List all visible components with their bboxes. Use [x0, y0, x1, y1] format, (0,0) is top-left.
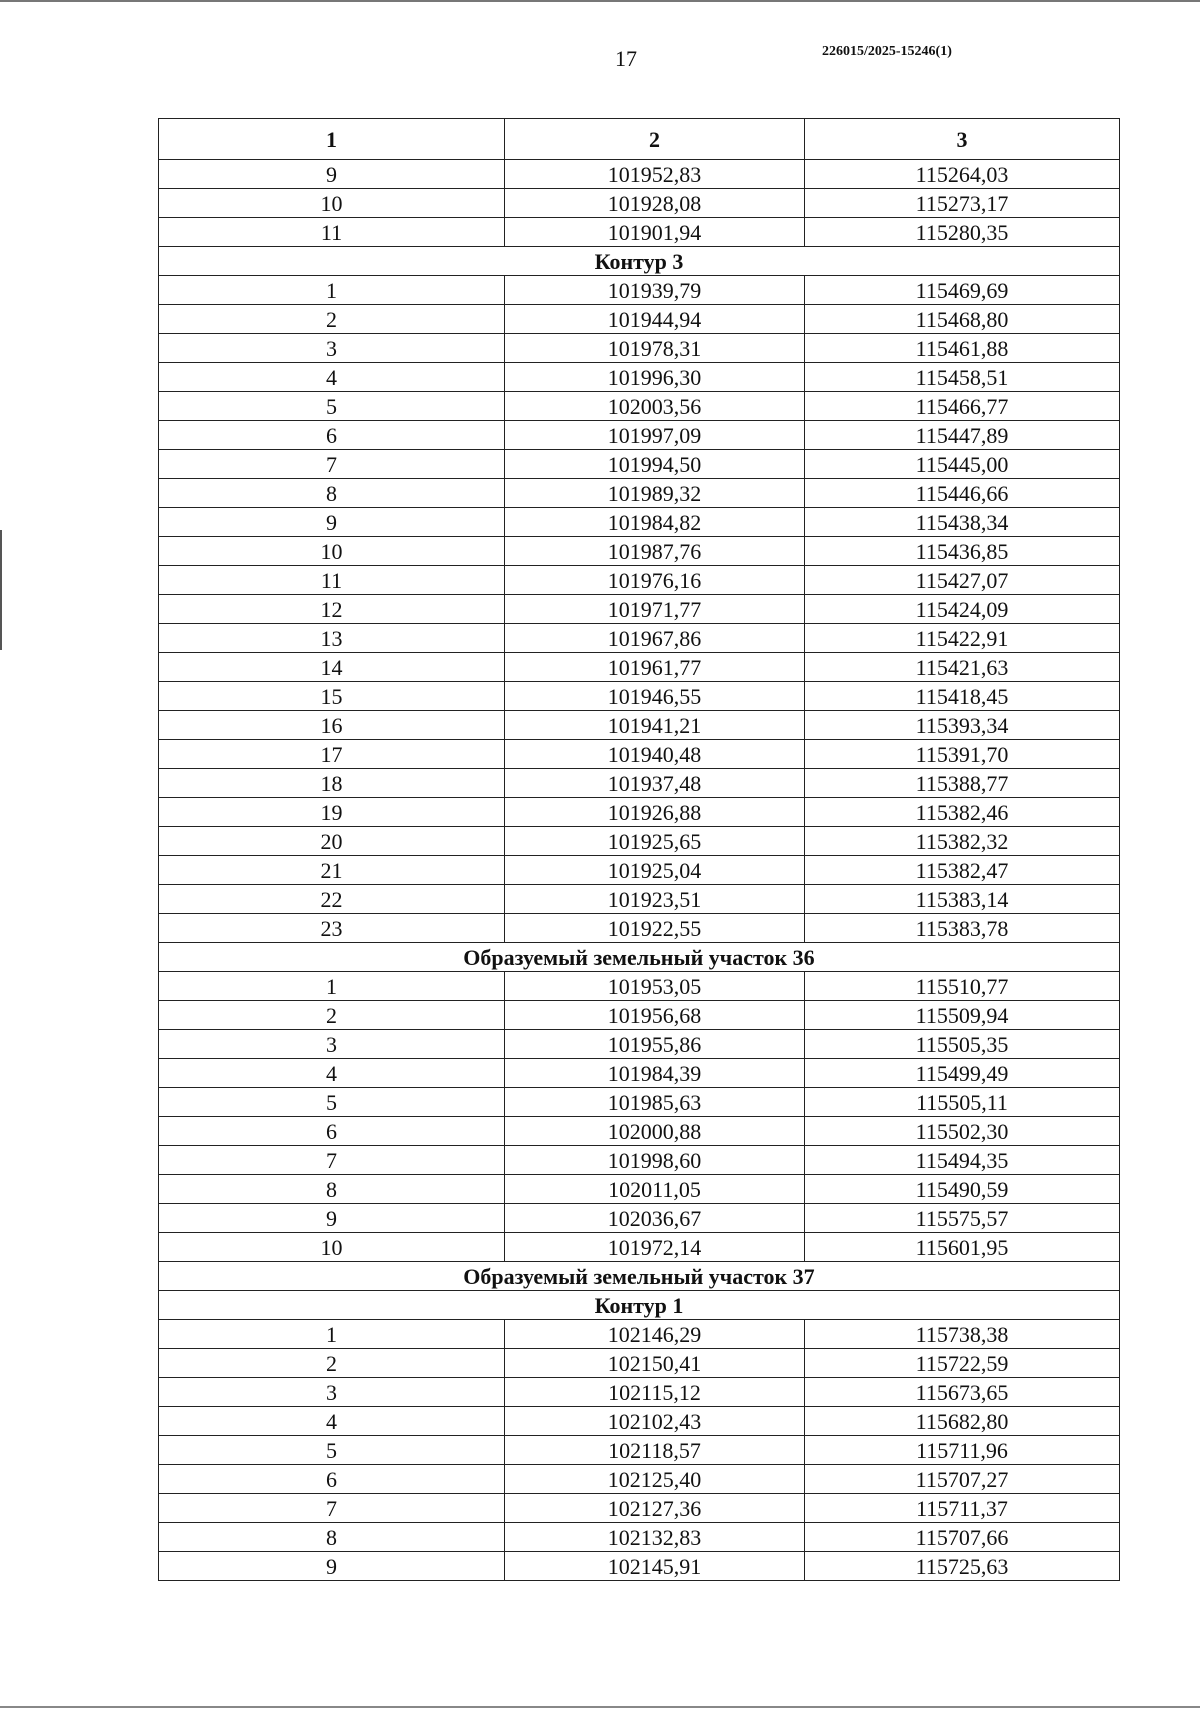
- coordinate-y-cell: 115391,70: [805, 740, 1120, 769]
- coordinate-y-cell: 115494,35: [805, 1146, 1120, 1175]
- column-header-2: 2: [505, 119, 805, 160]
- coordinate-x-cell: 101971,77: [505, 595, 805, 624]
- coordinate-x-cell: 101989,32: [505, 479, 805, 508]
- table-row: [159, 566, 1120, 595]
- coordinate-x-cell: 102102,43: [505, 1407, 805, 1436]
- point-number-cell: 16: [159, 711, 505, 740]
- table-row: [159, 1349, 1120, 1378]
- table-row: [159, 1146, 1120, 1175]
- coordinate-y-cell: 115499,49: [805, 1059, 1120, 1088]
- section-title: Контур 1: [159, 1291, 1120, 1320]
- table-row: [159, 653, 1120, 682]
- coordinate-x-cell: 101939,79: [505, 276, 805, 305]
- table-row: [159, 1117, 1120, 1146]
- coordinate-y-cell: 115711,37: [805, 1494, 1120, 1523]
- point-number-cell: 9: [159, 160, 505, 189]
- table-row: [159, 363, 1120, 392]
- point-number-cell: 10: [159, 1233, 505, 1262]
- coordinate-y-cell: 115469,69: [805, 276, 1120, 305]
- coordinate-x-cell: 102011,05: [505, 1175, 805, 1204]
- point-number-cell: 19: [159, 798, 505, 827]
- coordinate-x-cell: 102125,40: [505, 1465, 805, 1494]
- coordinate-x-cell: 101946,55: [505, 682, 805, 711]
- coordinate-x-cell: 101976,16: [505, 566, 805, 595]
- coordinate-y-cell: 115264,03: [805, 160, 1120, 189]
- table-row: [159, 1175, 1120, 1204]
- table-row: [159, 450, 1120, 479]
- table-row: [159, 827, 1120, 856]
- coordinate-x-cell: 101987,76: [505, 537, 805, 566]
- table-row: [159, 972, 1120, 1001]
- table-row: [159, 334, 1120, 363]
- point-number-cell: 3: [159, 1378, 505, 1407]
- point-number-cell: 8: [159, 479, 505, 508]
- table-row: [159, 798, 1120, 827]
- coordinate-y-cell: 115673,65: [805, 1378, 1120, 1407]
- coordinate-x-cell: 101984,39: [505, 1059, 805, 1088]
- coordinate-y-cell: 115382,47: [805, 856, 1120, 885]
- coordinate-x-cell: 101944,94: [505, 305, 805, 334]
- point-number-cell: 1: [159, 1320, 505, 1349]
- coordinate-x-cell: 101922,55: [505, 914, 805, 943]
- point-number-cell: 7: [159, 450, 505, 479]
- coordinate-y-cell: 115422,91: [805, 624, 1120, 653]
- coordinate-x-cell: 101926,88: [505, 798, 805, 827]
- coordinate-x-cell: 102118,57: [505, 1436, 805, 1465]
- coordinate-x-cell: 102150,41: [505, 1349, 805, 1378]
- table-row: [159, 1407, 1120, 1436]
- table-row: [159, 1378, 1120, 1407]
- scan-edge-left: [0, 530, 2, 650]
- coordinate-x-cell: 101998,60: [505, 1146, 805, 1175]
- point-number-cell: 9: [159, 1204, 505, 1233]
- section-row: [159, 247, 1120, 276]
- point-number-cell: 4: [159, 363, 505, 392]
- table-row: [159, 218, 1120, 247]
- table-row: [159, 1320, 1120, 1349]
- table-row: [159, 1465, 1120, 1494]
- coordinate-x-cell: 101996,30: [505, 363, 805, 392]
- coordinate-y-cell: 115273,17: [805, 189, 1120, 218]
- table-row: [159, 276, 1120, 305]
- point-number-cell: 15: [159, 682, 505, 711]
- point-number-cell: 22: [159, 885, 505, 914]
- point-number-cell: 14: [159, 653, 505, 682]
- coordinate-x-cell: 101925,04: [505, 856, 805, 885]
- point-number-cell: 7: [159, 1146, 505, 1175]
- point-number-cell: 1: [159, 972, 505, 1001]
- coordinate-y-cell: 115468,80: [805, 305, 1120, 334]
- coordinate-y-cell: 115502,30: [805, 1117, 1120, 1146]
- point-number-cell: 9: [159, 508, 505, 537]
- coordinate-x-cell: 101928,08: [505, 189, 805, 218]
- coordinate-x-cell: 101952,83: [505, 160, 805, 189]
- table-row: [159, 682, 1120, 711]
- coordinate-y-cell: 115509,94: [805, 1001, 1120, 1030]
- coordinate-y-cell: 115707,27: [805, 1465, 1120, 1494]
- coordinate-x-cell: 101972,14: [505, 1233, 805, 1262]
- coordinate-x-cell: 101961,77: [505, 653, 805, 682]
- coordinate-x-cell: 101925,65: [505, 827, 805, 856]
- point-number-cell: 20: [159, 827, 505, 856]
- coordinate-y-cell: 115510,77: [805, 972, 1120, 1001]
- table-row: [159, 1494, 1120, 1523]
- table-row: [159, 537, 1120, 566]
- coordinate-y-cell: 115393,34: [805, 711, 1120, 740]
- table-row: [159, 769, 1120, 798]
- coordinate-x-cell: 101997,09: [505, 421, 805, 450]
- page-number: 17: [615, 46, 637, 71]
- point-number-cell: 3: [159, 334, 505, 363]
- coordinate-y-cell: 115722,59: [805, 1349, 1120, 1378]
- coordinate-x-cell: 101923,51: [505, 885, 805, 914]
- coordinate-y-cell: 115382,46: [805, 798, 1120, 827]
- point-number-cell: 10: [159, 189, 505, 218]
- table-row: [159, 1233, 1120, 1262]
- table-row: [159, 189, 1120, 218]
- point-number-cell: 18: [159, 769, 505, 798]
- point-number-cell: 6: [159, 1465, 505, 1494]
- table-row: [159, 914, 1120, 943]
- coordinate-x-cell: 101978,31: [505, 334, 805, 363]
- coordinate-x-cell: 101967,86: [505, 624, 805, 653]
- coordinate-y-cell: 115383,14: [805, 885, 1120, 914]
- table-row: [159, 624, 1120, 653]
- coordinate-y-cell: 115446,66: [805, 479, 1120, 508]
- section-row: [159, 1262, 1120, 1291]
- coordinate-x-cell: 101994,50: [505, 450, 805, 479]
- coordinate-x-cell: 102127,36: [505, 1494, 805, 1523]
- point-number-cell: 2: [159, 1349, 505, 1378]
- coordinate-y-cell: 115505,11: [805, 1088, 1120, 1117]
- coordinate-y-cell: 115418,45: [805, 682, 1120, 711]
- point-number-cell: 7: [159, 1494, 505, 1523]
- coordinates-table-container: [158, 118, 1119, 1581]
- coordinate-y-cell: 115427,07: [805, 566, 1120, 595]
- point-number-cell: 13: [159, 624, 505, 653]
- coordinate-y-cell: 115575,57: [805, 1204, 1120, 1233]
- table-row: [159, 421, 1120, 450]
- coordinates-table: [158, 118, 1120, 1581]
- coordinate-x-cell: 102146,29: [505, 1320, 805, 1349]
- table-row: [159, 1204, 1120, 1233]
- coordinate-x-cell: 101941,21: [505, 711, 805, 740]
- coordinate-x-cell: 101955,86: [505, 1030, 805, 1059]
- coordinate-x-cell: 101953,05: [505, 972, 805, 1001]
- coordinate-x-cell: 101984,82: [505, 508, 805, 537]
- table-row: [159, 1001, 1120, 1030]
- coordinate-y-cell: 115682,80: [805, 1407, 1120, 1436]
- table-row: [159, 1030, 1120, 1059]
- document-id: 226015/2025-15246(1): [822, 44, 952, 59]
- scan-border-top: [0, 0, 1200, 2]
- point-number-cell: 2: [159, 1001, 505, 1030]
- table-row: [159, 479, 1120, 508]
- coordinate-y-cell: 115461,88: [805, 334, 1120, 363]
- point-number-cell: 2: [159, 305, 505, 334]
- coordinate-x-cell: 102000,88: [505, 1117, 805, 1146]
- scan-border-bottom: [0, 1706, 1200, 1708]
- point-number-cell: 5: [159, 1088, 505, 1117]
- coordinate-y-cell: 115707,66: [805, 1523, 1120, 1552]
- column-header-3: 3: [805, 119, 1120, 160]
- table-row: [159, 1059, 1120, 1088]
- coordinate-y-cell: 115711,96: [805, 1436, 1120, 1465]
- coordinate-y-cell: 115421,63: [805, 653, 1120, 682]
- point-number-cell: 9: [159, 1552, 505, 1581]
- coordinate-y-cell: 115505,35: [805, 1030, 1120, 1059]
- coordinate-y-cell: 115738,38: [805, 1320, 1120, 1349]
- coordinate-x-cell: 102003,56: [505, 392, 805, 421]
- coordinate-x-cell: 102145,91: [505, 1552, 805, 1581]
- coordinate-x-cell: 101937,48: [505, 769, 805, 798]
- column-header-1: 1: [159, 119, 505, 160]
- point-number-cell: 5: [159, 1436, 505, 1465]
- table-row: [159, 1523, 1120, 1552]
- coordinate-x-cell: 101956,68: [505, 1001, 805, 1030]
- table-row: [159, 305, 1120, 334]
- point-number-cell: 4: [159, 1059, 505, 1088]
- section-title: Образуемый земельный участок 36: [159, 943, 1120, 972]
- coordinate-y-cell: 115601,95: [805, 1233, 1120, 1262]
- coordinate-x-cell: 102132,83: [505, 1523, 805, 1552]
- section-title: Контур 3: [159, 247, 1120, 276]
- table-body: [159, 160, 1120, 1581]
- table-row: [159, 508, 1120, 537]
- table-row: [159, 740, 1120, 769]
- coordinate-y-cell: 115725,63: [805, 1552, 1120, 1581]
- coordinate-x-cell: 101985,63: [505, 1088, 805, 1117]
- coordinate-y-cell: 115466,77: [805, 392, 1120, 421]
- point-number-cell: 4: [159, 1407, 505, 1436]
- coordinate-y-cell: 115382,32: [805, 827, 1120, 856]
- coordinate-x-cell: 101901,94: [505, 218, 805, 247]
- coordinate-y-cell: 115458,51: [805, 363, 1120, 392]
- section-row: [159, 1291, 1120, 1320]
- table-row: [159, 885, 1120, 914]
- point-number-cell: 12: [159, 595, 505, 624]
- coordinate-y-cell: 115447,89: [805, 421, 1120, 450]
- coordinate-y-cell: 115490,59: [805, 1175, 1120, 1204]
- table-row: [159, 392, 1120, 421]
- section-row: [159, 943, 1120, 972]
- point-number-cell: 23: [159, 914, 505, 943]
- table-row: [159, 1088, 1120, 1117]
- table-header-row: [159, 119, 1120, 160]
- coordinate-y-cell: 115438,34: [805, 508, 1120, 537]
- point-number-cell: 3: [159, 1030, 505, 1059]
- table-row: [159, 1436, 1120, 1465]
- coordinate-y-cell: 115436,85: [805, 537, 1120, 566]
- coordinate-y-cell: 115383,78: [805, 914, 1120, 943]
- point-number-cell: 11: [159, 566, 505, 595]
- point-number-cell: 10: [159, 537, 505, 566]
- coordinate-y-cell: 115388,77: [805, 769, 1120, 798]
- coordinate-y-cell: 115424,09: [805, 595, 1120, 624]
- point-number-cell: 6: [159, 1117, 505, 1146]
- table-row: [159, 711, 1120, 740]
- point-number-cell: 21: [159, 856, 505, 885]
- table-row: [159, 856, 1120, 885]
- point-number-cell: 5: [159, 392, 505, 421]
- table-row: [159, 595, 1120, 624]
- point-number-cell: 8: [159, 1175, 505, 1204]
- coordinate-x-cell: 102036,67: [505, 1204, 805, 1233]
- point-number-cell: 11: [159, 218, 505, 247]
- point-number-cell: 1: [159, 276, 505, 305]
- coordinate-x-cell: 101940,48: [505, 740, 805, 769]
- section-title: Образуемый земельный участок 37: [159, 1262, 1120, 1291]
- table-row: [159, 1552, 1120, 1581]
- point-number-cell: 6: [159, 421, 505, 450]
- point-number-cell: 17: [159, 740, 505, 769]
- point-number-cell: 8: [159, 1523, 505, 1552]
- coordinate-y-cell: 115445,00: [805, 450, 1120, 479]
- table-row: [159, 160, 1120, 189]
- coordinate-y-cell: 115280,35: [805, 218, 1120, 247]
- coordinate-x-cell: 102115,12: [505, 1378, 805, 1407]
